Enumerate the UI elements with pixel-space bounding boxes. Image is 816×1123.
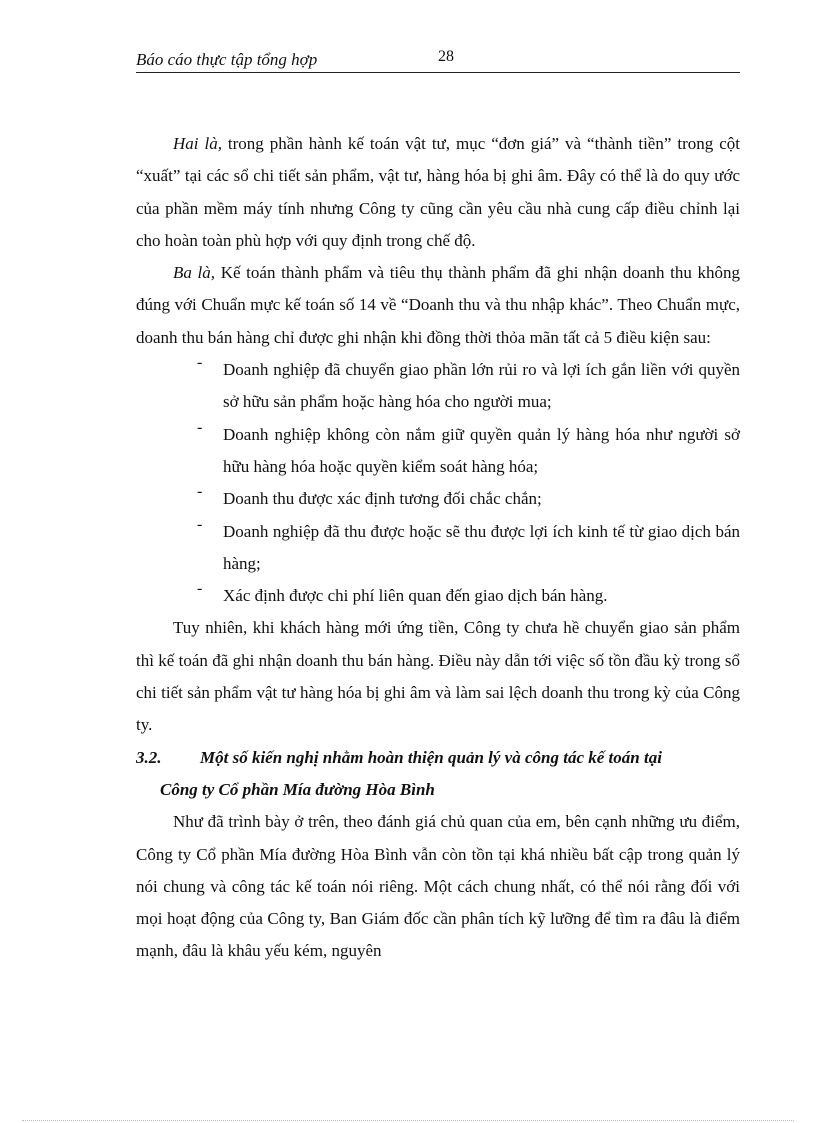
page-bottom-border: [22, 1120, 794, 1121]
paragraph-lead: Hai là,: [173, 134, 222, 153]
document-title: Báo cáo thực tập tổng hợp: [136, 50, 318, 69]
list-item: [173, 516, 740, 581]
list-item: [173, 354, 740, 419]
list-item-text: Doanh nghiệp đã thu được hoặc sẽ thu được lợi ích kinh tế từ giao dịch bán hàng;: [223, 521, 740, 573]
list-item-text: Doanh nghiệp không còn nắm giữ quyền quản lý hàng hóa như người sở hữu hàng hóa hoặc quyền kiểm soát hàng hóa;: [223, 424, 740, 476]
section-number: 3.2.: [136, 747, 162, 767]
list-dash: -: [197, 515, 203, 533]
section-title-line1: Một số kiến nghị nhằm hoàn thiện quản lý và công tác kế toán tại: [200, 747, 662, 767]
paragraph-nhu-da-trinh-bay: Như đã trình bày ở trên, theo đánh giá chủ quan của em, bên cạnh những ưu điểm, Công ty Cổ phần Mía đường Hòa Bình vẫn còn tồn tại khá nhiều bất cập trong quản lý nói chung và công tác kế toán nói riêng. Một cách chung nhất, có thể nói rằng đối với mọi hoạt động của Công ty, Ban Giám đốc cần phân tích kỹ lưỡng để tìm ra đâu là điểm mạnh, đâu là khâu yếu kém, nguyên: [136, 812, 740, 961]
list-item-text: Doanh thu được xác định tương đối chắc chắn;: [223, 489, 542, 509]
list-item: [173, 580, 740, 612]
document-body: [136, 128, 740, 968]
list-item: [173, 483, 740, 515]
list-dash: -: [197, 354, 203, 372]
list-item-text: Doanh nghiệp đã chuyển giao phần lớn rủi ro và lợi ích gắn liền với quyền sở hữu sản phẩm hoặc hàng hóa cho người mua;: [223, 360, 740, 412]
list-dash: -: [197, 483, 203, 501]
section-heading: [136, 742, 740, 774]
paragraph-text: Kế toán thành phẩm và tiêu thụ thành phẩm đã ghi nhận doanh thu không đúng với Chuẩn mực kế toán số 14 về “Doanh thu và thu nhập khác”. Theo Chuẩn mực, doanh thu bán hàng chỉ được ghi nhận khi đồng thời thỏa mãn tất cả 5 điều kiện sau:: [136, 263, 740, 347]
paragraph-text: trong phần hành kế toán vật tư, mục “đơn giá” và “thành tiền” trong cột “xuất” tại các sổ chi tiết sản phẩm, vật tư, hàng hóa bị ghi âm. Đây có thể là do quy ước của phần mềm máy tính nhưng Công ty cũng cần yêu cầu nhà cung cấp điều chỉnh lại cho hoàn toàn phù hợp với quy định trong chế độ.: [136, 134, 740, 250]
page-header: [136, 46, 740, 73]
list-item: [173, 419, 740, 484]
list-dash: -: [197, 580, 203, 598]
paragraph-lead: Ba là,: [173, 263, 216, 283]
conditions-list: [136, 354, 740, 612]
page-number: 28: [438, 48, 454, 65]
paragraph-ba-la: [136, 257, 740, 354]
section-title-line2: Công ty Cổ phần Mía đường Hòa Bình: [160, 779, 435, 799]
list-dash: -: [197, 418, 203, 436]
paragraph-tuy-nhien: Tuy nhiên, khi khách hàng mới ứng tiền, Công ty chưa hề chuyển giao sản phẩm thì kế toán đã ghi nhận doanh thu bán hàng. Điều này dẫn tới việc số tồn đầu kỳ trong sổ chi tiết sản phẩm vật tư hàng hóa bị ghi âm và làm sai lệch doanh thu trong kỳ của Công ty.: [136, 618, 740, 735]
list-item-text: Xác định được chi phí liên quan đến giao dịch bán hàng.: [223, 586, 608, 606]
paragraph-hai-la: [136, 128, 740, 257]
